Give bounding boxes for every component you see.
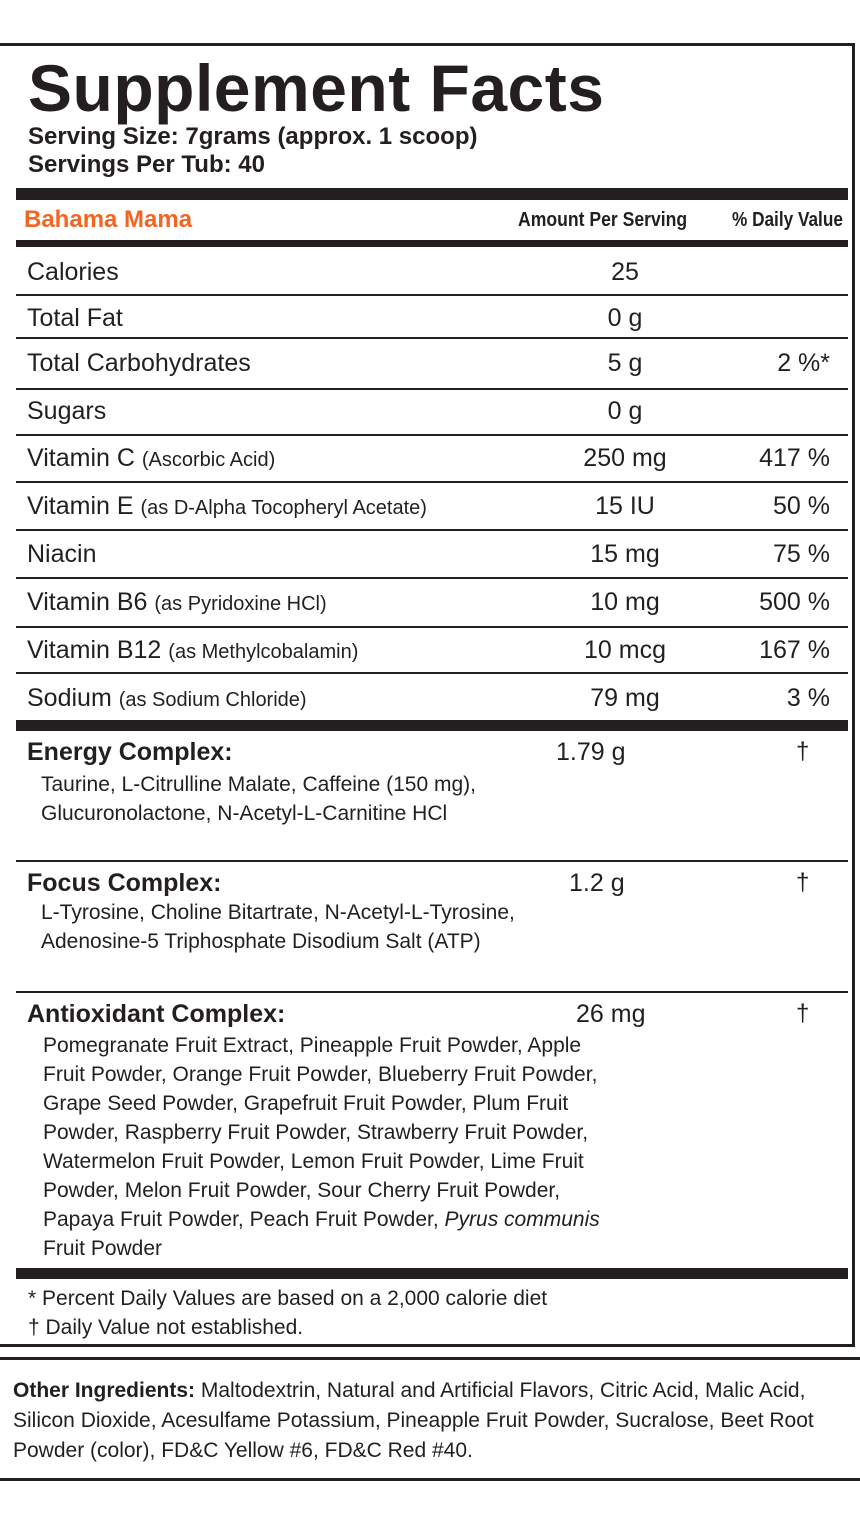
nutrient-amount: 5 g bbox=[607, 349, 643, 377]
nutrient-name bbox=[27, 252, 119, 292]
nutrient-amount: 15 IU bbox=[595, 492, 655, 520]
row-divider bbox=[16, 434, 848, 436]
nutrient-row bbox=[0, 252, 860, 292]
ingredient-line: Adenosine-5 Triphosphate Disodium Salt (ATP) bbox=[41, 930, 481, 953]
other-ingredients-list: Maltodextrin, Natural and Artificial Flavors, Citric Acid, Malic Acid, Silicon Dioxide, Acesulfame Potassium, Pineapple Fruit Powder, Sucralose, Beet Root Powder (color), FD&C Yellow #6, FD&C Red #40. bbox=[13, 1379, 814, 1462]
row-divider bbox=[16, 577, 848, 579]
nutrient-daily-value: 50 % bbox=[773, 492, 830, 520]
nutrient-label: Vitamin E bbox=[27, 492, 134, 520]
servings-per-value: 40 bbox=[238, 151, 265, 178]
nutrient-name bbox=[27, 630, 358, 672]
serving-size-value: 7grams (approx. 1 scoop) bbox=[185, 123, 478, 150]
header-divider bbox=[16, 240, 848, 247]
nutrient-name bbox=[27, 678, 307, 720]
serving-size-label: Serving Size: bbox=[28, 123, 179, 150]
nutrient-amount: 0 g bbox=[607, 397, 643, 425]
nutrient-label: Calories bbox=[27, 258, 119, 286]
nutrient-label: Vitamin B6 bbox=[27, 588, 148, 616]
nutrient-label: Sugars bbox=[27, 397, 107, 425]
nutrient-name bbox=[27, 582, 327, 624]
complex-daily-value: † bbox=[796, 1000, 810, 1027]
ingredient-line: Watermelon Fruit Powder, Lemon Fruit Powder, Lime Fruit bbox=[43, 1150, 584, 1173]
nutrient-label: Vitamin B12 bbox=[27, 636, 162, 664]
nutrient-daily-value: 167 % bbox=[759, 636, 830, 664]
nutrient-name bbox=[27, 343, 251, 383]
nutrient-daily-value: 2 %* bbox=[777, 349, 830, 377]
nutrient-label: Total Fat bbox=[27, 304, 123, 332]
nutrient-name bbox=[27, 534, 96, 574]
nutrient-label: Sodium bbox=[27, 684, 112, 712]
daily-value-column-header: % Daily Value bbox=[732, 209, 843, 231]
complex-daily-value: † bbox=[796, 869, 810, 896]
complex-title: Energy Complex: bbox=[27, 738, 233, 766]
nutrient-row bbox=[0, 678, 860, 718]
nutrient-row bbox=[0, 343, 860, 383]
ingredient-line: Fruit Powder bbox=[43, 1237, 163, 1260]
nutrient-source: (Ascorbic Acid) bbox=[141, 449, 276, 471]
nutrient-daily-value: 75 % bbox=[773, 540, 830, 568]
row-divider bbox=[16, 529, 848, 531]
other-ingredients-label: Other Ingredients: bbox=[13, 1379, 196, 1402]
nutrient-label: Niacin bbox=[27, 540, 97, 568]
ingredient-line: Fruit Powder, Orange Fruit Powder, Blueberry Fruit Powder, bbox=[43, 1063, 598, 1086]
complex-amount: 1.2 g bbox=[569, 869, 625, 897]
row-divider bbox=[16, 481, 848, 483]
nutrient-amount: 250 mg bbox=[583, 444, 667, 472]
row-divider bbox=[16, 672, 848, 674]
nutrient-row bbox=[0, 486, 860, 526]
flavor-name: Bahama Mama bbox=[24, 206, 193, 233]
complex-title: Focus Complex: bbox=[27, 869, 222, 897]
row-divider bbox=[16, 337, 848, 339]
nutrient-name bbox=[27, 391, 106, 431]
ingredient-line: L-Tyrosine, Choline Bitartrate, N-Acetyl-L-Tyrosine, bbox=[41, 901, 515, 924]
divider bbox=[16, 860, 848, 862]
complex-daily-value: † bbox=[796, 738, 810, 765]
thick-divider bbox=[16, 1268, 848, 1279]
servings-per-container bbox=[28, 151, 265, 179]
nutrient-source: (as D-Alpha Tocopheryl Acetate) bbox=[140, 497, 427, 519]
serving-size bbox=[28, 123, 477, 151]
nutrient-label: Vitamin C bbox=[27, 444, 135, 472]
nutrient-row bbox=[0, 438, 860, 478]
row-divider bbox=[16, 388, 848, 390]
page-title: Supplement Facts bbox=[28, 51, 605, 125]
nutrient-amount: 0 g bbox=[607, 304, 643, 332]
complex-title: Antioxidant Complex: bbox=[27, 1000, 286, 1028]
ingredient-line: Taurine, L-Citrulline Malate, Caffeine (150 mg), bbox=[41, 773, 476, 796]
divider bbox=[16, 991, 848, 993]
nutrient-source: (as Sodium Chloride) bbox=[118, 689, 307, 711]
complex-ingredients bbox=[41, 898, 515, 956]
nutrient-amount: 10 mg bbox=[590, 588, 660, 616]
nutrient-amount: 10 mcg bbox=[584, 636, 666, 664]
nutrient-row bbox=[0, 534, 860, 574]
nutrient-daily-value: 417 % bbox=[759, 444, 830, 472]
nutrient-daily-value: 500 % bbox=[759, 588, 830, 616]
thick-divider bbox=[16, 720, 848, 731]
complex-ingredients bbox=[41, 770, 476, 828]
nutrient-amount: 25 bbox=[611, 258, 639, 286]
nutrient-daily-value: 3 % bbox=[786, 684, 830, 712]
other-ingredients bbox=[13, 1376, 833, 1466]
nutrient-amount: 15 mg bbox=[590, 540, 660, 568]
footnote-dagger: † Daily Value not established. bbox=[28, 1316, 304, 1339]
ingredient-line: Powder, Melon Fruit Powder, Sour Cherry Fruit Powder, bbox=[43, 1179, 561, 1202]
nutrient-name bbox=[27, 298, 123, 338]
nutrient-name bbox=[27, 486, 427, 528]
footnote-percent-dv: * Percent Daily Values are based on a 2,000 calorie diet bbox=[28, 1287, 548, 1310]
ingredient-text: Papaya Fruit Powder, Peach Fruit Powder, bbox=[43, 1208, 439, 1231]
nutrient-source: (as Methylcobalamin) bbox=[168, 641, 359, 663]
ingredient-line: Glucuronolactone, N-Acetyl-L-Carnitine HCl bbox=[41, 802, 448, 825]
ingredient-line bbox=[43, 1205, 600, 1234]
nutrient-source: (as Pyridoxine HCl) bbox=[154, 593, 327, 615]
row-divider bbox=[16, 626, 848, 628]
amount-column-header: Amount Per Serving bbox=[518, 209, 688, 231]
nutrient-amount: 79 mg bbox=[590, 684, 660, 712]
ingredient-line: Grape Seed Powder, Grapefruit Fruit Powder, Plum Fruit bbox=[43, 1092, 569, 1115]
nutrient-row bbox=[0, 391, 860, 431]
ingredient-italic-name: Pyrus communis bbox=[444, 1208, 600, 1231]
nutrient-label: Total Carbohydrates bbox=[27, 349, 251, 377]
nutrient-row bbox=[0, 630, 860, 670]
row-divider bbox=[16, 294, 848, 296]
nutrient-name bbox=[27, 438, 275, 480]
nutrient-row bbox=[0, 582, 860, 622]
complex-amount: 26 mg bbox=[576, 1000, 646, 1028]
ingredient-line: Pomegranate Fruit Extract, Pineapple Fruit Powder, Apple bbox=[43, 1034, 582, 1057]
complex-amount: 1.79 g bbox=[556, 738, 626, 766]
ingredient-line: Powder, Raspberry Fruit Powder, Strawberry Fruit Powder, bbox=[43, 1121, 589, 1144]
complex-ingredients bbox=[43, 1031, 600, 1263]
nutrient-row bbox=[0, 298, 860, 338]
servings-per-label: Servings Per Tub: bbox=[28, 151, 232, 178]
thick-divider bbox=[16, 188, 848, 200]
